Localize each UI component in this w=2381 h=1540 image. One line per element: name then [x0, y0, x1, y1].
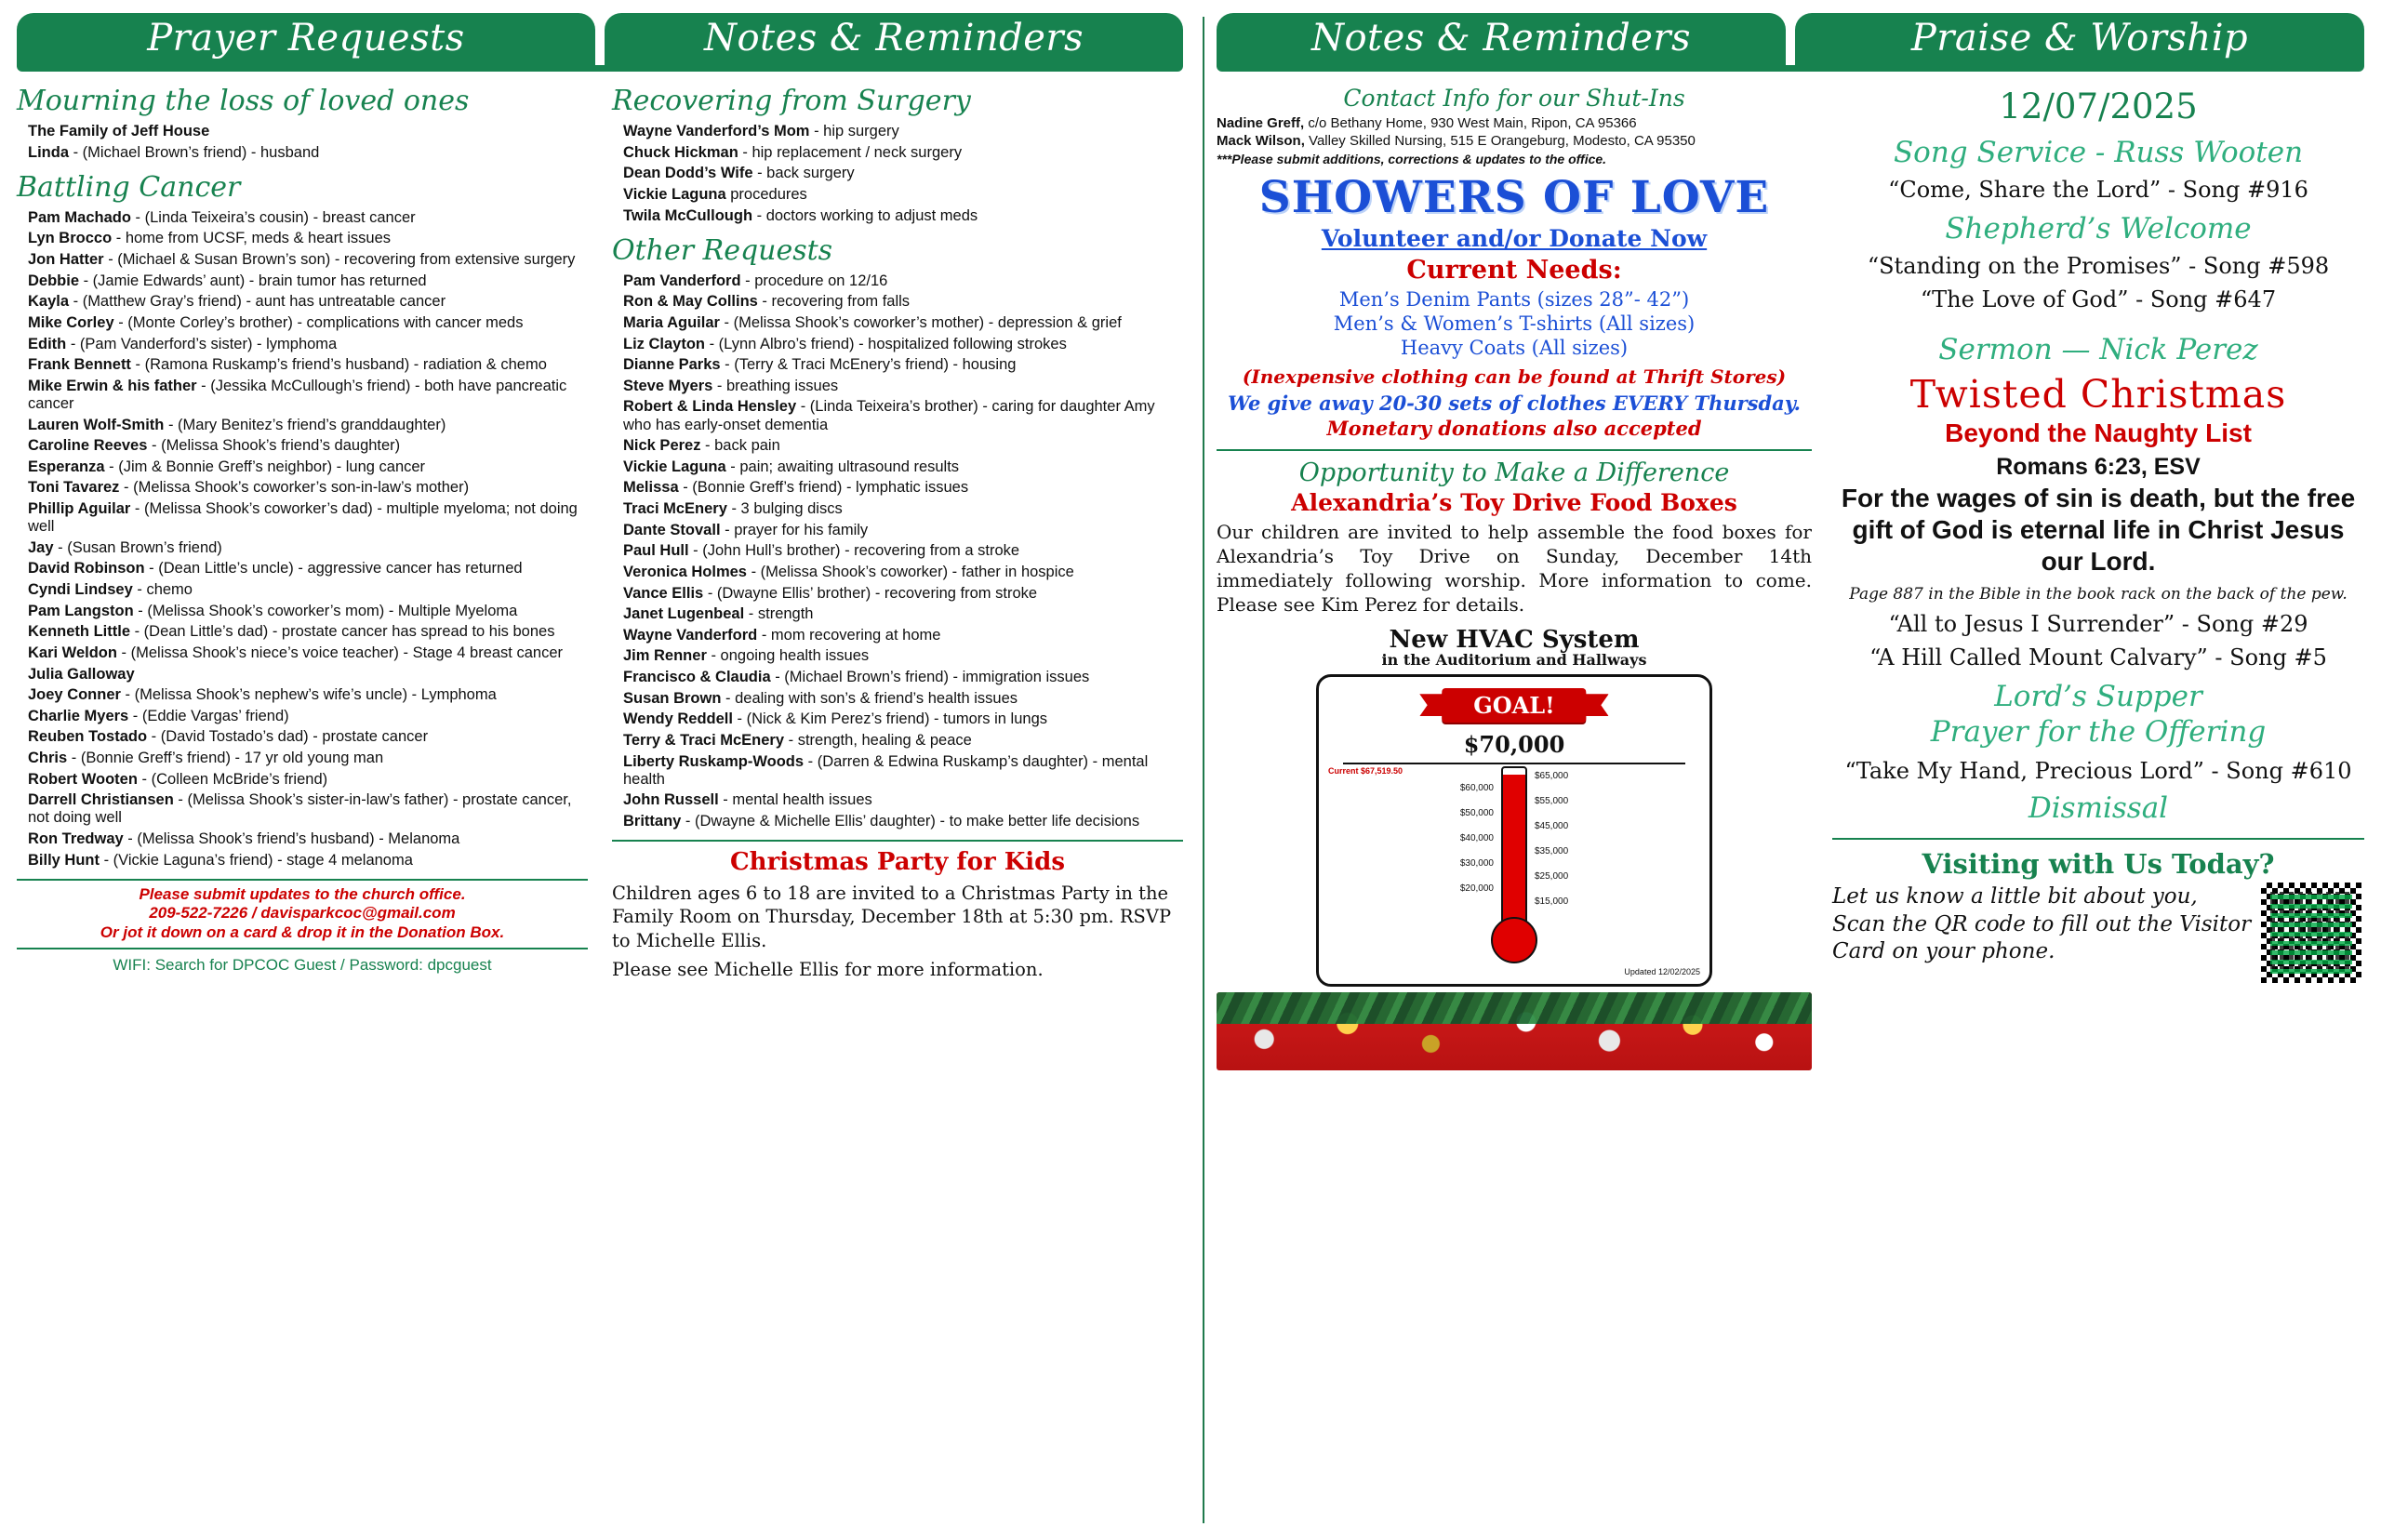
list-item-name: Phillip Aguilar	[28, 500, 131, 517]
list-item-detail: - mom recovering at home	[757, 626, 941, 644]
list-item	[612, 378, 1183, 395]
list-item-name: Pam Machado	[28, 208, 131, 226]
song-4: “All to Jesus I Surrender” - Song #29	[1888, 611, 2308, 638]
visiting-heading: Visiting with Us Today?	[1832, 838, 2364, 880]
list-item	[612, 479, 1183, 497]
list-item	[612, 165, 1183, 182]
list-item-name: Toni Tavarez	[28, 479, 120, 497]
list-item-detail: - chemo	[132, 581, 193, 598]
list-item	[612, 605, 1183, 623]
list-item-name: Robert & Linda Hensley	[623, 398, 797, 416]
list-item	[17, 251, 588, 269]
list-item-name: Ron Tredway	[28, 830, 124, 847]
list-item	[17, 581, 588, 599]
toy-drive-heading: Alexandria’s Toy Drive Food Boxes	[1291, 489, 1737, 517]
left-columns	[0, 81, 1200, 981]
list-item-detail: - (Dwayne Ellis’ brother) - recovering from stroke	[703, 584, 1038, 602]
list-item-name: Kari Weldon	[28, 644, 117, 661]
list-item-name: Mike Erwin & his father	[28, 377, 197, 394]
list-item-name: Paul Hull	[623, 542, 689, 560]
thermometer-tick-right: $65,000	[1535, 771, 1569, 782]
list-item	[612, 732, 1183, 750]
verse-reference: Romans 6:23, ESV	[1996, 454, 2201, 480]
song-5: “A Hill Called Mount Calvary” - Song #5	[1869, 644, 2327, 671]
opportunity-heading: Opportunity to Make a Difference	[1217, 449, 1812, 487]
mourning-list	[17, 123, 588, 162]
list-item-name: Edith	[28, 335, 67, 352]
list-item	[612, 356, 1183, 374]
hvac-fundraiser	[1217, 626, 1812, 1070]
list-item-detail: - (Melissa Shook’s coworker’s mom) - Multiple Myeloma	[133, 602, 518, 619]
list-item-detail: - strength, healing & peace	[784, 731, 972, 749]
thermometer-tick-right: $15,000	[1535, 896, 1569, 908]
list-item-detail: - (Matthew Gray’s friend) - aunt has untreatable cancer	[69, 293, 446, 311]
list-item	[612, 144, 1183, 162]
list-item-detail: - (Melissa Shook’s coworker’s mother) - depression & grief	[719, 313, 1122, 331]
list-item	[17, 750, 588, 767]
showers-of-love-title: SHOWERS OF LOVE	[1258, 171, 1770, 223]
list-item-detail: - (Ramona Ruskamp’s friend’s husband) - radiation & chemo	[130, 356, 547, 374]
list-item-name: Vance Ellis	[623, 584, 704, 602]
list-item	[17, 728, 588, 746]
list-item-detail: - dealing with son’s & friend’s health issues	[721, 689, 1018, 707]
list-item-name: Lyn Brocco	[28, 230, 113, 247]
list-item-detail: procedures	[725, 185, 807, 203]
list-item-name: Robert Wooten	[28, 770, 138, 788]
list-item-detail: - hip surgery	[809, 123, 899, 139]
list-item	[612, 690, 1183, 708]
shutin-contact-2	[1217, 133, 1812, 151]
list-item-name: Esperanza	[28, 458, 105, 475]
list-item-name: Kayla	[28, 293, 70, 311]
list-item	[17, 771, 588, 789]
verse-text: For the wages of sin is death, but the free gift of God is eternal life in Christ Jesus our Lord.	[1841, 484, 2356, 577]
list-item-name: Linda	[28, 143, 69, 161]
list-item-name: Debbie	[28, 272, 80, 289]
qr-code-icon[interactable]	[2258, 880, 2364, 986]
list-item-detail: - (Melissa Shook’s coworker’s dad) - multiple myeloma; not doing well	[28, 500, 578, 536]
cancer-heading: Battling Cancer	[17, 170, 241, 204]
list-item-name: Ron & May Collins	[623, 293, 758, 311]
need-item-3: Heavy Coats (All sizes)	[1400, 337, 1629, 359]
list-item	[17, 500, 588, 536]
office-note-line-1: Please submit updates to the church office.	[139, 884, 466, 903]
list-item-name: Chris	[28, 750, 68, 766]
list-item-detail: - (Dean Little’s dad) - prostate cancer has spread to his bones	[130, 623, 555, 641]
list-item-name: Vickie Laguna	[623, 458, 726, 475]
list-item-name: Mike Corley	[28, 313, 114, 331]
list-item-detail: - (Bonnie Greff’s friend) - lymphatic issues	[678, 479, 969, 497]
list-item-name: Jim Renner	[623, 647, 707, 665]
sermon-subtitle: Beyond the Naughty List	[1945, 418, 2252, 447]
list-item	[17, 378, 588, 413]
right-banner-rule	[1217, 65, 2364, 72]
banner-prayer-requests	[17, 13, 595, 65]
list-item-name: Billy Hunt	[28, 851, 100, 869]
list-item-detail: - hip replacement / neck surgery	[738, 143, 963, 161]
list-item	[612, 791, 1183, 809]
thermometer-tick-left: $60,000	[1459, 783, 1494, 794]
sermon-title: Twisted Christmas	[1909, 372, 2287, 417]
list-item-detail: - (Michael Brown’s friend) - husband	[69, 143, 320, 161]
list-item-name: Liz Clayton	[623, 335, 706, 352]
christmas-party-body-2: Please see Michelle Ellis for more information.	[612, 959, 1044, 981]
list-item-detail: - (Dean Little’s uncle) - aggressive cancer has returned	[144, 560, 523, 578]
thermometer-tick-right: $35,000	[1535, 846, 1569, 857]
dismissal-heading: Dismissal	[2028, 791, 2169, 826]
banner-notes-reminders-right-label: Notes & Reminders	[1310, 17, 1692, 60]
list-item-detail: - ongoing health issues	[706, 647, 870, 665]
list-item	[17, 314, 588, 332]
list-item-detail: - back surgery	[752, 165, 855, 182]
christmas-party-heading: Christmas Party for Kids	[612, 840, 1183, 876]
thermometer-card	[1316, 674, 1712, 987]
list-item-detail: - (Lynn Albro’s friend) - hospitalized following strokes	[705, 335, 1067, 352]
list-item-name: Susan Brown	[623, 689, 722, 707]
list-item-detail: - recovering from falls	[757, 293, 911, 311]
list-item-name: Brittany	[623, 812, 682, 830]
list-item-detail: - (Monte Corley’s brother) - complications with cancer meds	[113, 313, 524, 331]
hvac-title: New HVAC System	[1389, 626, 1640, 655]
list-item-name: Janet Lugenbeal	[623, 605, 745, 623]
list-item	[17, 623, 588, 641]
list-item-name: Maria Aguilar	[623, 313, 720, 331]
list-item-name: Dianne Parks	[623, 356, 721, 374]
toy-drive-body: Our children are invited to help assemble the food boxes for Alexandria’s Toy Drive on Sunday, December 14th immediately following worship. More information to come. Please see Kim Perez for details.	[1217, 521, 1812, 617]
wifi-note: WIFI: Search for DPCOC Guest / Password: dpcguest	[113, 955, 492, 974]
list-item	[17, 293, 588, 311]
column-notes-right	[1217, 81, 1812, 1070]
list-item-name: Caroline Reeves	[28, 437, 148, 455]
song-3: “The Love of God” - Song #647	[1920, 286, 2277, 312]
list-item-detail: - (Jamie Edwards’ aunt) - brain tumor has returned	[79, 272, 427, 289]
list-item-detail: - (Melissa Shook’s coworker) - father in hospice	[746, 563, 1074, 580]
goal-line	[1343, 763, 1685, 764]
thermometer-tick-left: $50,000	[1459, 808, 1494, 819]
list-item-name: Twila McCullough	[623, 206, 753, 224]
list-item	[612, 398, 1183, 433]
thermometer-ticks	[1319, 766, 1709, 930]
list-item	[612, 500, 1183, 518]
current-needs-heading: Current Needs:	[1406, 255, 1622, 285]
list-item-name: Wendy Reddell	[623, 710, 733, 728]
other-requests-heading: Other Requests	[612, 233, 833, 267]
list-item-detail: - (Nick & Kim Perez’s friend) - tumors in lungs	[732, 710, 1048, 728]
list-item	[612, 522, 1183, 539]
list-item	[612, 437, 1183, 455]
list-item	[17, 539, 588, 557]
list-item	[17, 356, 588, 374]
list-item-detail: - (Melissa Shook’s coworker’s son-in-law’s mother)	[119, 479, 470, 497]
list-item-detail: - (Linda Teixeira’s brother) - caring for daughter Amy who has early-onset dementia	[623, 398, 1155, 433]
song-service-heading: Song Service - Russ Wooten	[1893, 136, 2304, 169]
thrift-note: (Inexpensive clothing can be found at Thrift Stores)	[1242, 365, 1787, 389]
need-item-1: Men’s Denim Pants (sizes 28”- 42”)	[1338, 287, 1690, 311]
list-item-detail: - (Pam Vanderford’s sister) - lymphoma	[66, 335, 338, 352]
thermometer-tick-right: $45,000	[1535, 821, 1569, 832]
christmas-party-body-1: Children ages 6 to 18 are invited to a Christmas Party in the Family Room on Thursday, December 18th at 5:30 pm. RSVP to Michelle Ellis.	[612, 883, 1172, 951]
list-item-name: David Robinson	[28, 560, 145, 578]
list-item-name: Chuck Hickman	[623, 143, 738, 161]
shutins-heading: Contact Info for our Shut-Ins	[1343, 85, 1685, 112]
list-item-name: Joey Conner	[28, 686, 121, 704]
thermometer-tick-left: $40,000	[1459, 833, 1494, 844]
list-item-detail: - (Bonnie Greff’s friend) - 17 yr old young man	[67, 750, 384, 766]
banner-prayer-requests-label: Prayer Requests	[147, 17, 465, 60]
list-item	[17, 417, 588, 434]
list-item	[17, 666, 588, 684]
left-banner-row	[0, 0, 1200, 65]
right-banner-row	[1200, 0, 2381, 65]
thermometer-tick-left: $30,000	[1459, 858, 1494, 870]
list-item	[612, 627, 1183, 644]
list-item-detail: - breathing issues	[712, 377, 839, 394]
christmas-garland-image	[1217, 992, 1812, 1070]
list-item	[612, 314, 1183, 332]
list-item	[612, 585, 1183, 603]
office-contact-note	[17, 879, 588, 949]
list-item-name: John Russell	[623, 791, 719, 809]
goal-ribbon: GOAL!	[1442, 688, 1586, 723]
list-item-name: Melissa	[623, 479, 679, 497]
list-item-detail: - (Michael & Susan Brown’s son) - recovering from extensive surgery	[103, 251, 576, 268]
list-item-detail: - (Linda Teixeira’s cousin) - breast cancer	[130, 208, 416, 226]
other-requests-list	[612, 272, 1183, 830]
banner-notes-reminders-left-label: Notes & Reminders	[703, 17, 1084, 60]
office-note-line-3: Or jot it down on a card & drop it in the Donation Box.	[100, 923, 505, 942]
list-item-name: Julia Galloway	[28, 665, 135, 683]
list-item	[17, 230, 588, 247]
prayer-offering-heading: Prayer for the Offering	[1930, 715, 2267, 750]
surgery-list	[612, 123, 1183, 225]
volunteer-donate-link[interactable]: Volunteer and/or Donate Now	[1321, 224, 1708, 252]
list-item-detail: - prayer for his family	[720, 521, 869, 538]
monetary-note: Monetary donations also accepted	[1326, 417, 1702, 441]
list-item	[17, 791, 588, 827]
updated-date: Updated 12/02/2025	[1624, 967, 1700, 977]
list-item	[612, 564, 1183, 581]
list-item-detail: - (Susan Brown’s friend)	[53, 538, 222, 556]
list-item-name: Steve Myers	[623, 377, 713, 394]
list-item-detail: - (John Hull’s brother) - recovering from a stroke	[688, 542, 1020, 560]
list-item	[612, 710, 1183, 728]
list-item	[612, 336, 1183, 353]
banner-praise-worship-label: Praise & Worship	[1910, 17, 2249, 60]
list-item	[17, 144, 588, 162]
list-item-name: Kenneth Little	[28, 623, 130, 641]
song-6: “Take My Hand, Precious Lord” - Song #610	[1844, 758, 2352, 785]
service-date: 12/07/2025	[1999, 86, 2198, 126]
list-item	[612, 186, 1183, 204]
list-item-detail: - strength	[744, 605, 814, 623]
giveaway-note: We give away 20-30 sets of clothes EVERY Thursday.	[1228, 392, 1801, 416]
list-item-detail: - (Terry & Traci McEnery’s friend) - housing	[720, 356, 1017, 374]
list-item	[17, 852, 588, 870]
list-item-detail: - (Dwayne & Michelle Ellis’ daughter) - to make better life decisions	[681, 812, 1140, 830]
list-item-name: Terry & Traci McEnery	[623, 731, 785, 749]
list-item	[612, 542, 1183, 560]
list-item-detail: - (Jim & Bonnie Greff’s neighbor) - lung cancer	[104, 458, 426, 475]
column-prayer-requests	[17, 81, 588, 981]
list-item-name: Traci McEnery	[623, 500, 727, 517]
list-item-name: Wayne Vanderford	[623, 626, 758, 644]
list-item-name: Dean Dodd’s Wife	[623, 165, 753, 182]
list-item-name: Jay	[28, 538, 54, 556]
list-item-detail: - (Colleen McBride’s friend)	[137, 770, 328, 788]
list-item-detail: - (Melissa Shook’s nephew’s wife’s uncle) - Lymphoma	[120, 686, 497, 704]
sermon-speaker: Sermon — Nick Perez	[1938, 333, 2258, 366]
list-item-detail: - (Jessika McCullough’s friend) - both have pancreatic cancer	[28, 377, 567, 412]
list-item-detail: - (Melissa Shook’s friend’s daughter)	[147, 437, 401, 455]
list-item	[612, 123, 1183, 140]
list-item	[17, 336, 588, 353]
cancer-list	[17, 209, 588, 870]
need-item-2: Men’s & Women’s T-shirts (All sizes)	[1333, 312, 1696, 335]
bible-page-note: Page 887 in the Bible in the book rack on the back of the pew.	[1849, 585, 2348, 604]
banner-praise-worship	[1795, 13, 2364, 65]
shutin-contact-1-detail: c/o Bethany Home, 930 West Main, Ripon, CA 95366	[1304, 115, 1637, 131]
list-item-detail: - pain; awaiting ultrasound results	[725, 458, 960, 475]
shepherds-welcome-heading: Shepherd’s Welcome	[1945, 212, 2252, 246]
list-item-detail: - procedure on 12/16	[740, 272, 888, 289]
list-item-detail: - home from UCSF, meds & heart issues	[112, 230, 392, 247]
list-item-detail: - (Melissa Shook’s friend’s husband) - Melanoma	[123, 830, 460, 847]
list-item-name: Charlie Myers	[28, 707, 129, 724]
list-item-name: Jon Hatter	[28, 251, 104, 268]
current-amount-label: Current $67,519.50	[1328, 766, 1403, 777]
list-item	[17, 560, 588, 578]
list-item-name: Liberty Ruskamp-Woods	[623, 752, 805, 770]
list-item	[17, 644, 588, 662]
banner-notes-reminders-left	[605, 13, 1183, 65]
list-item-name: Dante Stovall	[623, 521, 721, 538]
list-item	[17, 272, 588, 290]
list-item	[17, 209, 588, 227]
column-notes-left	[612, 81, 1183, 981]
list-item-detail: - (Eddie Vargas’ friend)	[128, 707, 289, 724]
list-item	[612, 813, 1183, 830]
list-item-name: Nick Perez	[623, 437, 701, 455]
goal-amount: $70,000	[1463, 731, 1565, 759]
list-item-detail: - (Mary Benitez’s friend’s granddaughter)	[164, 416, 446, 433]
list-item	[17, 708, 588, 725]
song-2: “Standing on the Promises” - Song #598	[1867, 253, 2330, 279]
list-item	[612, 647, 1183, 665]
thermometer-tick-right: $25,000	[1535, 871, 1569, 883]
column-praise-worship	[1832, 81, 2364, 1070]
list-item-detail: - mental health issues	[718, 791, 872, 809]
banner-notes-reminders-right	[1217, 13, 1786, 65]
visiting-body-text: Let us know a little bit about you, Scan the QR code to fill out the Visitor Card on your phone.	[1832, 884, 2252, 964]
list-item	[17, 603, 588, 620]
shutin-contact-1-name: Nadine Greff,	[1217, 115, 1305, 131]
shutin-update-note: ***Please submit additions, corrections & updates to the office.	[1217, 151, 1607, 166]
right-columns	[1200, 81, 2381, 1070]
list-item-name: Darrell Christiansen	[28, 791, 174, 809]
list-item	[17, 437, 588, 455]
list-item	[17, 686, 588, 704]
list-item	[17, 123, 588, 140]
list-item	[612, 458, 1183, 476]
list-item-detail: - 3 bulging discs	[726, 500, 843, 517]
shutin-contact-2-name: Mack Wilson,	[1217, 132, 1305, 149]
list-item-detail: - (Michael Brown’s friend) - immigration issues	[770, 669, 1090, 685]
list-item-name: Frank Bennett	[28, 356, 131, 374]
mourning-heading: Mourning the loss of loved ones	[17, 85, 470, 117]
shutin-contact-2-detail: Valley Skilled Nursing, 515 E Orangeburg, Modesto, CA 95350	[1304, 132, 1696, 149]
list-item	[17, 830, 588, 848]
list-item-name: Reuben Tostado	[28, 728, 148, 746]
list-item-detail: - (Melissa Shook’s niece’s voice teacher) - Stage 4 breast cancer	[116, 644, 564, 661]
list-item-name: Francisco & Claudia	[623, 669, 771, 685]
list-item-detail: - (Darren & Edwina Ruskamp’s daughter) - mental health	[623, 752, 1149, 788]
song-1: “Come, Share the Lord” - Song #916	[1888, 177, 2308, 203]
thermometer-tick-left: $20,000	[1459, 883, 1494, 895]
list-item-detail: - doctors working to adjust meds	[752, 206, 978, 224]
list-item	[612, 293, 1183, 311]
list-item	[17, 458, 588, 476]
list-item-name: Pam Vanderford	[623, 272, 741, 289]
list-item	[612, 669, 1183, 686]
left-banner-rule	[17, 65, 1183, 72]
list-item-detail: - (David Tostado’s dad) - prostate cancer	[147, 728, 429, 746]
list-item-detail: - (Vickie Laguna’s friend) - stage 4 melanoma	[100, 851, 413, 869]
right-half	[1200, 0, 2381, 1540]
list-item-name: Cyndi Lindsey	[28, 581, 133, 598]
list-item-name: Lauren Wolf-Smith	[28, 416, 165, 433]
list-item-name: Wayne Vanderford’s Mom	[623, 123, 810, 139]
list-item	[612, 272, 1183, 290]
list-item-detail: - (Melissa Shook’s sister-in-law’s father) - prostate cancer, not doing well	[28, 791, 572, 827]
thermometer-tick-right: $55,000	[1535, 796, 1569, 807]
list-item-detail: - back pain	[700, 437, 780, 455]
list-item	[17, 479, 588, 497]
list-item-name: Pam Langston	[28, 602, 134, 619]
list-item	[612, 207, 1183, 225]
hvac-subtitle: in the Auditorium and Hallways	[1381, 651, 1647, 670]
surgery-heading: Recovering from Surgery	[612, 85, 971, 117]
list-item-name: Veronica Holmes	[623, 563, 747, 580]
visiting-body	[1832, 883, 2364, 965]
list-item	[612, 753, 1183, 789]
shutin-contact-1	[1217, 115, 1812, 133]
list-item-name: The Family of Jeff House	[28, 123, 210, 139]
office-note-line-2: 209-522-7226 / davisparkcoc@gmail.com	[149, 904, 456, 923]
lords-supper-heading: Lord’s Supper	[1994, 680, 2202, 714]
list-item-name: Vickie Laguna	[623, 185, 726, 203]
